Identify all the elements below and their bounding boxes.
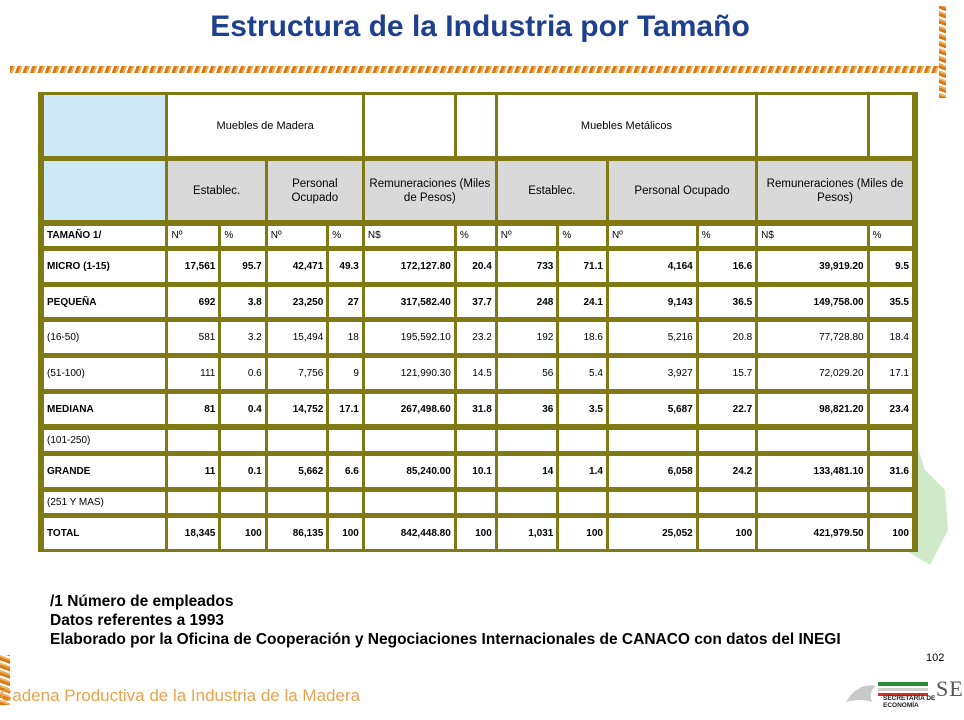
table-cell <box>268 492 327 513</box>
table-cell: 24.1 <box>559 287 606 318</box>
row-label: (251 Y MAS) <box>44 492 165 513</box>
table-cell: 18,345 <box>168 518 218 549</box>
table-cell: 0.4 <box>221 394 264 425</box>
group-header-madera: Muebles de Madera <box>168 95 361 156</box>
table-cell: 27 <box>329 287 362 318</box>
table-cell: 192 <box>498 322 557 353</box>
table-cell: 267,498.60 <box>365 394 454 425</box>
row-label: PEQUEÑA <box>44 287 165 318</box>
table-cell: 100 <box>221 518 264 549</box>
table-row <box>44 358 912 389</box>
row-label: (51-100) <box>44 358 165 389</box>
table-cell: 0.1 <box>221 456 264 487</box>
table-cell <box>168 492 218 513</box>
table-cell: 72,029.20 <box>758 358 866 389</box>
header-establec-metalicos: Establec. <box>498 161 606 220</box>
table-row <box>44 287 912 318</box>
table-cell: 6.6 <box>329 456 362 487</box>
table-cell: 20.4 <box>457 251 495 282</box>
table-cell: 5,216 <box>609 322 696 353</box>
footnote-year: Datos referentes a 1993 <box>50 612 225 629</box>
table-cell: 100 <box>329 518 362 549</box>
unit-cell: Nº <box>609 226 696 246</box>
table-cell: 6,058 <box>609 456 696 487</box>
header-establec-madera: Establec. <box>168 161 264 220</box>
table-cell: 133,481.10 <box>758 456 866 487</box>
table-cell: 100 <box>457 518 495 549</box>
table-cell <box>168 430 218 451</box>
table-row <box>44 251 912 282</box>
table-cell: 3.5 <box>559 394 606 425</box>
table-cell: 17,561 <box>168 251 218 282</box>
table-cell <box>870 492 912 513</box>
se-logo-mark: SE <box>936 676 964 701</box>
table-cell: 49.3 <box>329 251 362 282</box>
table-row <box>44 492 912 513</box>
table-cell: 7,756 <box>268 358 327 389</box>
table-cell: 9,143 <box>609 287 696 318</box>
header-corner <box>44 95 165 156</box>
table-cell <box>609 492 696 513</box>
table-cell: 81 <box>168 394 218 425</box>
row-label: TOTAL <box>44 518 165 549</box>
table-cell: 100 <box>699 518 755 549</box>
header-blank <box>365 95 454 156</box>
table-cell <box>221 492 264 513</box>
table-cell <box>268 430 327 451</box>
header-row-measures <box>44 161 912 220</box>
table-cell: 35.5 <box>870 287 912 318</box>
table-cell: 15,494 <box>268 322 327 353</box>
table-cell: 56 <box>498 358 557 389</box>
table-cell: 37.7 <box>457 287 495 318</box>
group-header-metalicos: Muebles Metálicos <box>498 95 755 156</box>
table-cell: 31.6 <box>870 456 912 487</box>
header-corner <box>44 161 165 220</box>
table-cell: 121,990.30 <box>365 358 454 389</box>
table-row <box>44 456 912 487</box>
table-cell <box>758 492 866 513</box>
row-label: MICRO (1-15) <box>44 251 165 282</box>
table-cell: 18.6 <box>559 322 606 353</box>
table-cell <box>758 430 866 451</box>
unit-cell: Nº <box>498 226 557 246</box>
table-cell: 42,471 <box>268 251 327 282</box>
unit-cell: % <box>870 226 912 246</box>
table-cell: 3.8 <box>221 287 264 318</box>
table-cell: 98,821.20 <box>758 394 866 425</box>
table-cell <box>498 430 557 451</box>
table-cell: 9.5 <box>870 251 912 282</box>
table-cell: 23.2 <box>457 322 495 353</box>
table-cell: 172,127.80 <box>365 251 454 282</box>
table-cell <box>365 430 454 451</box>
table-cell: 733 <box>498 251 557 282</box>
table-cell: 4,164 <box>609 251 696 282</box>
table-cell: 15.7 <box>699 358 755 389</box>
header-row-units <box>44 226 912 246</box>
table-cell: 100 <box>870 518 912 549</box>
table-cell: 421,979.50 <box>758 518 866 549</box>
table-cell: 3,927 <box>609 358 696 389</box>
table-row <box>44 430 912 451</box>
table-cell: 18 <box>329 322 362 353</box>
table-cell: 20.8 <box>699 322 755 353</box>
table-cell: 14,752 <box>268 394 327 425</box>
table-cell: 16.6 <box>699 251 755 282</box>
row-label: (16-50) <box>44 322 165 353</box>
table-cell <box>457 492 495 513</box>
table-cell: 1.4 <box>559 456 606 487</box>
table-cell: 18.4 <box>870 322 912 353</box>
footnotes <box>50 592 912 649</box>
table-cell: 0.6 <box>221 358 264 389</box>
unit-cell: Nº <box>268 226 327 246</box>
table-cell: 39,919.20 <box>758 251 866 282</box>
table-cell: 77,728.80 <box>758 322 866 353</box>
table-cell: 24.2 <box>699 456 755 487</box>
table-cell: 248 <box>498 287 557 318</box>
table-cell: 3.2 <box>221 322 264 353</box>
table-cell: 317,582.40 <box>365 287 454 318</box>
table-cell <box>365 492 454 513</box>
table-cell: 23.4 <box>870 394 912 425</box>
table-cell: 17.1 <box>870 358 912 389</box>
table-row <box>44 518 912 549</box>
table-cell: 149,758.00 <box>758 287 866 318</box>
table-cell: 9 <box>329 358 362 389</box>
table-cell <box>457 430 495 451</box>
table-cell <box>498 492 557 513</box>
row-label: (101-250) <box>44 430 165 451</box>
table-cell: 22.7 <box>699 394 755 425</box>
unit-cell: TAMAÑO 1/ <box>44 226 165 246</box>
industry-structure-table <box>38 92 918 552</box>
footer-title: Cadena Productiva de la Industria de la Madera <box>0 686 361 705</box>
table-cell: 195,592.10 <box>365 322 454 353</box>
unit-cell: N$ <box>365 226 454 246</box>
table-cell: 95.7 <box>221 251 264 282</box>
row-label: GRANDE <box>44 456 165 487</box>
table-cell: 25,052 <box>609 518 696 549</box>
table-cell: 5,662 <box>268 456 327 487</box>
table-cell: 86,135 <box>268 518 327 549</box>
header-remun-metalicos: Remuneraciones (Miles de Pesos) <box>758 161 912 220</box>
unit-cell: Nº <box>168 226 218 246</box>
unit-cell: % <box>699 226 755 246</box>
table-cell: 111 <box>168 358 218 389</box>
unit-cell: % <box>329 226 362 246</box>
table-cell: 100 <box>559 518 606 549</box>
table-cell: 71.1 <box>559 251 606 282</box>
table-cell <box>329 492 362 513</box>
decorative-rule-right <box>939 6 946 98</box>
table-row <box>44 322 912 353</box>
table-cell: 1,031 <box>498 518 557 549</box>
header-blank <box>457 95 495 156</box>
table-cell: 5,687 <box>609 394 696 425</box>
table-cell: 14 <box>498 456 557 487</box>
table-cell <box>221 430 264 451</box>
row-label: MEDIANA <box>44 394 165 425</box>
table-cell <box>699 492 755 513</box>
header-blank <box>870 95 912 156</box>
table-cell: 36 <box>498 394 557 425</box>
table-cell: 692 <box>168 287 218 318</box>
table-cell: 14.5 <box>457 358 495 389</box>
table-body <box>44 246 912 549</box>
header-remun-madera: Remuneraciones (Miles de Pesos) <box>365 161 495 220</box>
page-title: Estructura de la Industria por Tamaño <box>210 10 750 43</box>
table-cell: 581 <box>168 322 218 353</box>
secretaria-seal-logo <box>838 672 938 716</box>
table-cell: 5.4 <box>559 358 606 389</box>
unit-cell: % <box>559 226 606 246</box>
header-personal-metalicos: Personal Ocupado <box>609 161 755 220</box>
table-cell <box>559 492 606 513</box>
decorative-rule-top <box>10 66 946 73</box>
table-cell <box>559 430 606 451</box>
table-cell <box>870 430 912 451</box>
data-grid <box>41 95 915 549</box>
footnote-source: Elaborado por la Oficina de Cooperación y Negociaciones Internacionales de CANACO con datos del INEGI <box>50 631 841 648</box>
table-cell: 10.1 <box>457 456 495 487</box>
table-cell: 23,250 <box>268 287 327 318</box>
table-row <box>44 394 912 425</box>
table-cell: 842,448.80 <box>365 518 454 549</box>
table-cell: 85,240.00 <box>365 456 454 487</box>
header-blank <box>758 95 866 156</box>
table-cell: 31.8 <box>457 394 495 425</box>
unit-cell: % <box>221 226 264 246</box>
table-cell <box>699 430 755 451</box>
page-number: 102 <box>926 652 945 664</box>
table-cell: 11 <box>168 456 218 487</box>
footnote-employees: /1 Número de empleados <box>50 593 234 610</box>
table-cell <box>609 430 696 451</box>
seal-label: SECRETARÍA DE ECONOMÍA <box>883 695 936 709</box>
unit-cell: % <box>457 226 495 246</box>
table-cell <box>329 430 362 451</box>
table-cell: 17.1 <box>329 394 362 425</box>
header-personal-madera: Personal Ocupado <box>268 161 362 220</box>
unit-cell: N$ <box>758 226 866 246</box>
header-row-groups <box>44 95 912 156</box>
table-cell: 36.5 <box>699 287 755 318</box>
